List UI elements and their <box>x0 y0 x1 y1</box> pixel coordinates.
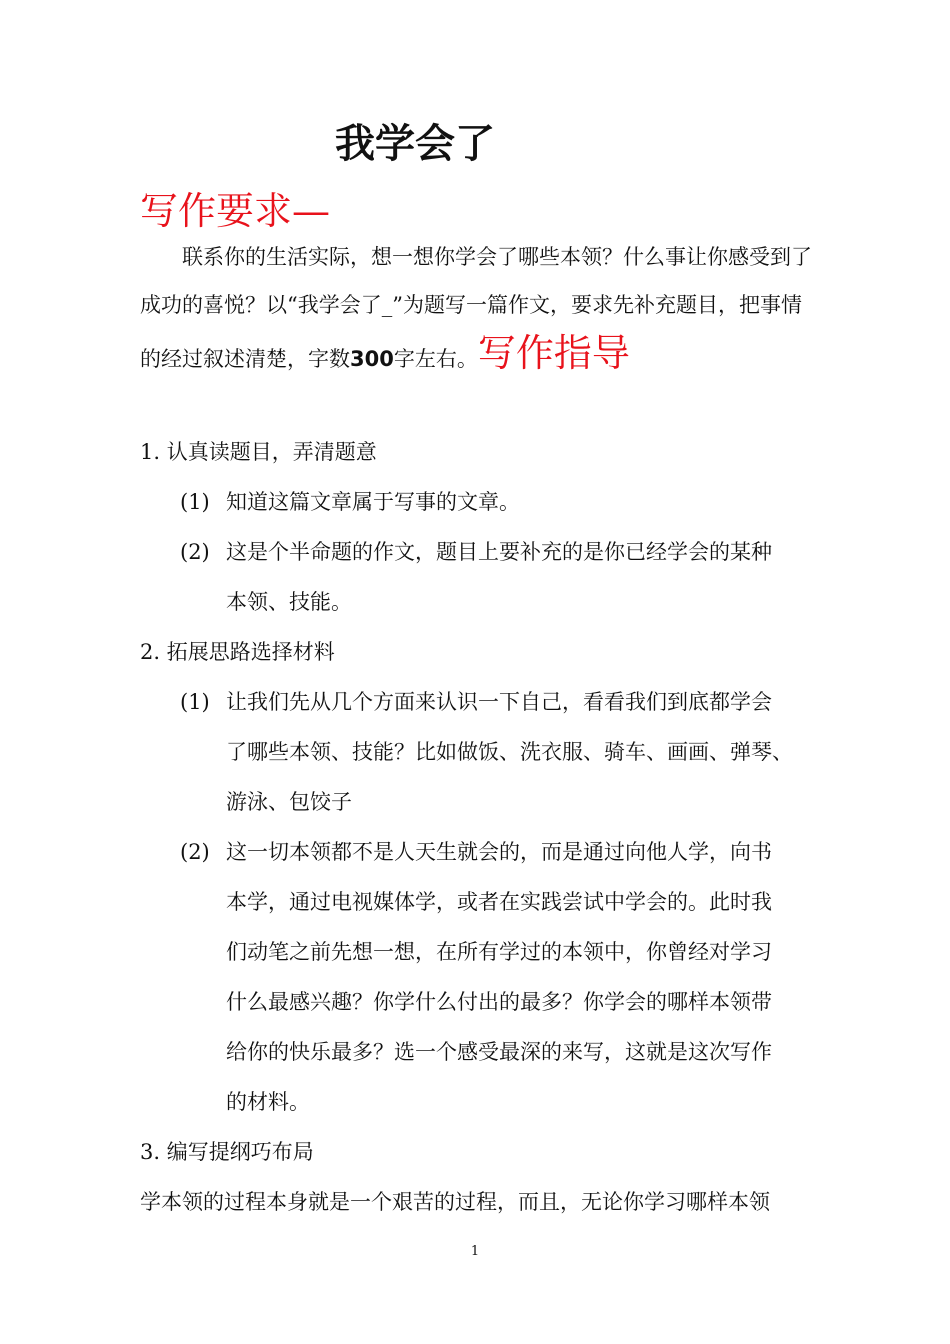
item-text: 这是个半命题的作文，题目上要补充的是你已经学会的某种 <box>226 540 772 564</box>
section-1-item-2 <box>180 527 772 577</box>
section-3-title: 3. 编写提纲巧布局 <box>140 1140 314 1164</box>
section-2-item-2-cont: 们动笔之前先想一想，在所有学过的本领中，你曾经对学习 <box>226 940 772 964</box>
section-1-title: 1. 认真读题目，弄清题意 <box>140 440 377 464</box>
section-2-title: 2. 拓展思路选择材料 <box>140 640 335 664</box>
requirements-text-part2: 字左右。 <box>393 347 478 371</box>
section-2-item-1-cont: 游泳、包饺子 <box>226 790 352 814</box>
section-1-item-1 <box>180 477 520 527</box>
document-title: 我学会了 <box>335 121 495 167</box>
section-1-item-2-cont: 本领、技能。 <box>226 590 352 614</box>
item-marker: (2) <box>180 540 210 564</box>
item-text: 知道这篇文章属于写事的文章。 <box>226 490 520 514</box>
requirements-text-part1: 联系你的生活实际，想一想你学会了哪些本领？什么事让你感受到了成功的喜悦？以“我学会了_”为题写一篇作文，要求先补充题目，把事情的经过叙述清楚，字数 <box>140 245 812 371</box>
item-marker: (2) <box>180 840 210 864</box>
requirements-paragraph <box>140 233 820 383</box>
page-number: 1 <box>470 1244 480 1259</box>
section-2-item-2-cont: 本学，通过电视媒体学，或者在实践尝试中学会的。此时我 <box>226 890 772 914</box>
writing-requirements-heading: 写作要求— <box>140 189 331 233</box>
word-count: 300 <box>350 347 394 371</box>
item-text: 这一切本领都不是人天生就会的，而是通过向他人学，向书 <box>226 840 772 864</box>
section-2-item-1-cont: 了哪些本领、技能？比如做饭、洗衣服、骑车、画画、弹琴、 <box>226 740 793 764</box>
section-3-text: 学本领的过程本身就是一个艰苦的过程，而且，无论你学习哪样本领 <box>140 1190 770 1214</box>
section-2-item-1 <box>180 677 772 727</box>
item-text: 让我们先从几个方面来认识一下自己，看看我们到底都学会 <box>226 690 772 714</box>
section-2-item-2 <box>180 827 772 877</box>
item-marker: (1) <box>180 690 210 714</box>
item-marker: (1) <box>180 490 210 514</box>
section-2-item-2-cont: 给你的快乐最多？选一个感受最深的来写，这就是这次写作 <box>226 1040 772 1064</box>
writing-guide-heading: 写作指导 <box>477 331 630 375</box>
section-2-item-2-cont: 的材料。 <box>226 1090 310 1114</box>
section-2-item-2-cont: 什么最感兴趣？你学什么付出的最多？你学会的哪样本领带 <box>226 990 772 1014</box>
